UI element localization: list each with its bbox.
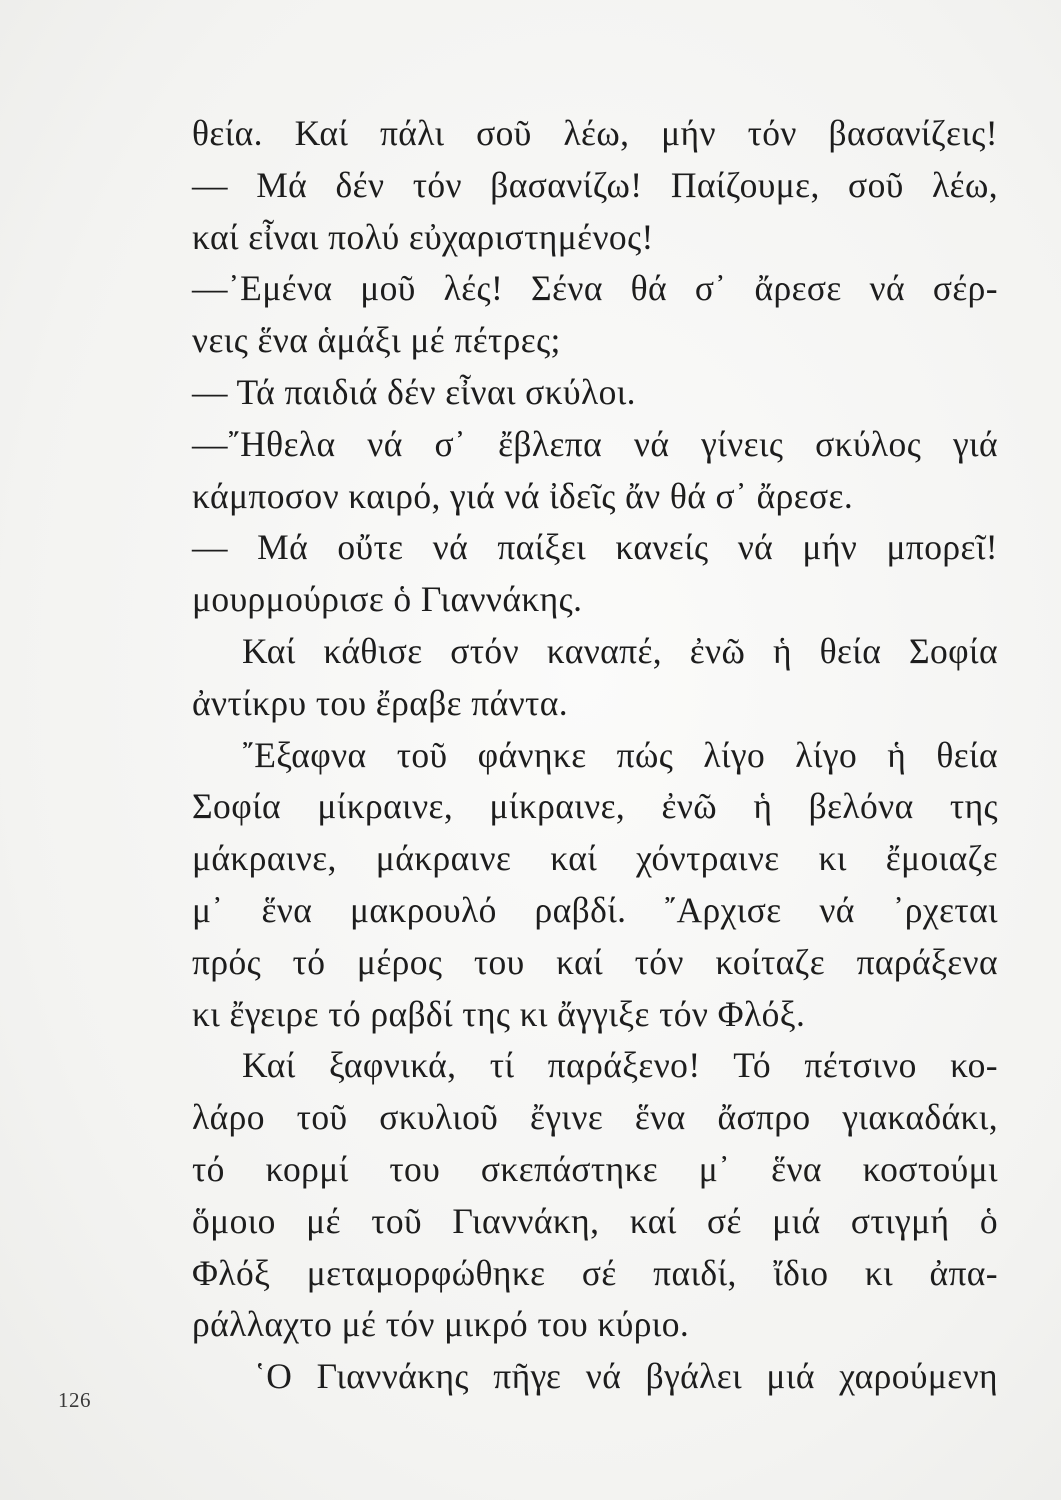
- text-line: νεις ἕνα ἁμάξι μέ πέτρες;: [192, 320, 561, 361]
- text-line: Φλόξ μεταμορφώθηκε σέ παιδί, ἴδιο κι ἀπα-: [192, 1252, 998, 1293]
- text-line: ὅμοιο μέ τοῦ Γιαννάκη, καί σέ μιά στιγμή ὁ: [192, 1200, 998, 1241]
- text-line: ῎Εξαφνα τοῦ φάνηκε πώς λίγο λίγο ἡ θεία: [242, 734, 998, 775]
- body-text: [192, 108, 1012, 1403]
- text-line: μουρμούρισε ὁ Γιαννάκης.: [192, 579, 583, 620]
- text-line: Σοφία μίκραινε, μίκραινε, ἐνῶ ἡ βελόνα της: [192, 786, 998, 827]
- text-line: —῎Ηθελα νά σ᾿ ἔβλεπα νά γίνεις σκύλος γιά: [192, 423, 998, 464]
- text-line: — Τά παιδιά δέν εἶναι σκύλοι.: [192, 371, 636, 412]
- text-line: μάκραινε, μάκραινε καί χόντραινε κι ἔμοιαζε: [192, 838, 998, 879]
- text-line: ἀντίκρυ του ἔραβε πάντα.: [192, 682, 568, 723]
- text-line: μ᾿ ἕνα μακρουλό ραβδί. ῎Αρχισε νά ᾿ρχεται: [192, 889, 998, 930]
- page-number: 126: [58, 1388, 91, 1412]
- text-line: ῾Ο Γιαννάκης πῆγε νά βγάλει μιά χαρούμενη: [254, 1356, 998, 1397]
- text-line: κι ἔγειρε τό ραβδί της κι ἄγγιξε τόν Φλόξ.: [192, 993, 806, 1034]
- text-line: — Μά δέν τόν βασανίζω! Παίζουμε, σοῦ λέω,: [192, 164, 998, 205]
- text-line: θεία. Καί πάλι σοῦ λέω, μήν τόν βασανίζεις!: [192, 113, 998, 153]
- text-line: κάμποσον καιρό, γιά νά ἰδεῖς ἄν θά σ᾿ ἄρεσε.: [192, 475, 854, 516]
- text-line: ράλλαχτο μέ τόν μικρό του κύριο.: [192, 1304, 690, 1345]
- text-line: — Μά οὔτε νά παίξει κανείς νά μήν μπορεῖ!: [192, 527, 998, 568]
- text-line: λάρο τοῦ σκυλιοῦ ἔγινε ἕνα ἄσπρο γιακαδάκι,: [192, 1097, 998, 1138]
- text-line: τό κορμί του σκεπάστηκε μ᾿ ἕνα κοστούμι: [192, 1148, 998, 1189]
- text-line: —᾿Εμένα μοῦ λές! Σένα θά σ᾿ ἄρεσε νά σέρ-: [192, 268, 998, 309]
- text-line: Καί κάθισε στόν καναπέ, ἐνῶ ἡ θεία Σοφία: [242, 630, 998, 671]
- text-line: Καί ξαφνικά, τί παράξενο! Τό πέτσινο κο-: [242, 1045, 998, 1086]
- text-line: καί εἶναι πολύ εὐχαριστημένος!: [192, 216, 654, 257]
- text-line: πρός τό μέρος του καί τόν κοίταζε παράξενα: [192, 941, 998, 982]
